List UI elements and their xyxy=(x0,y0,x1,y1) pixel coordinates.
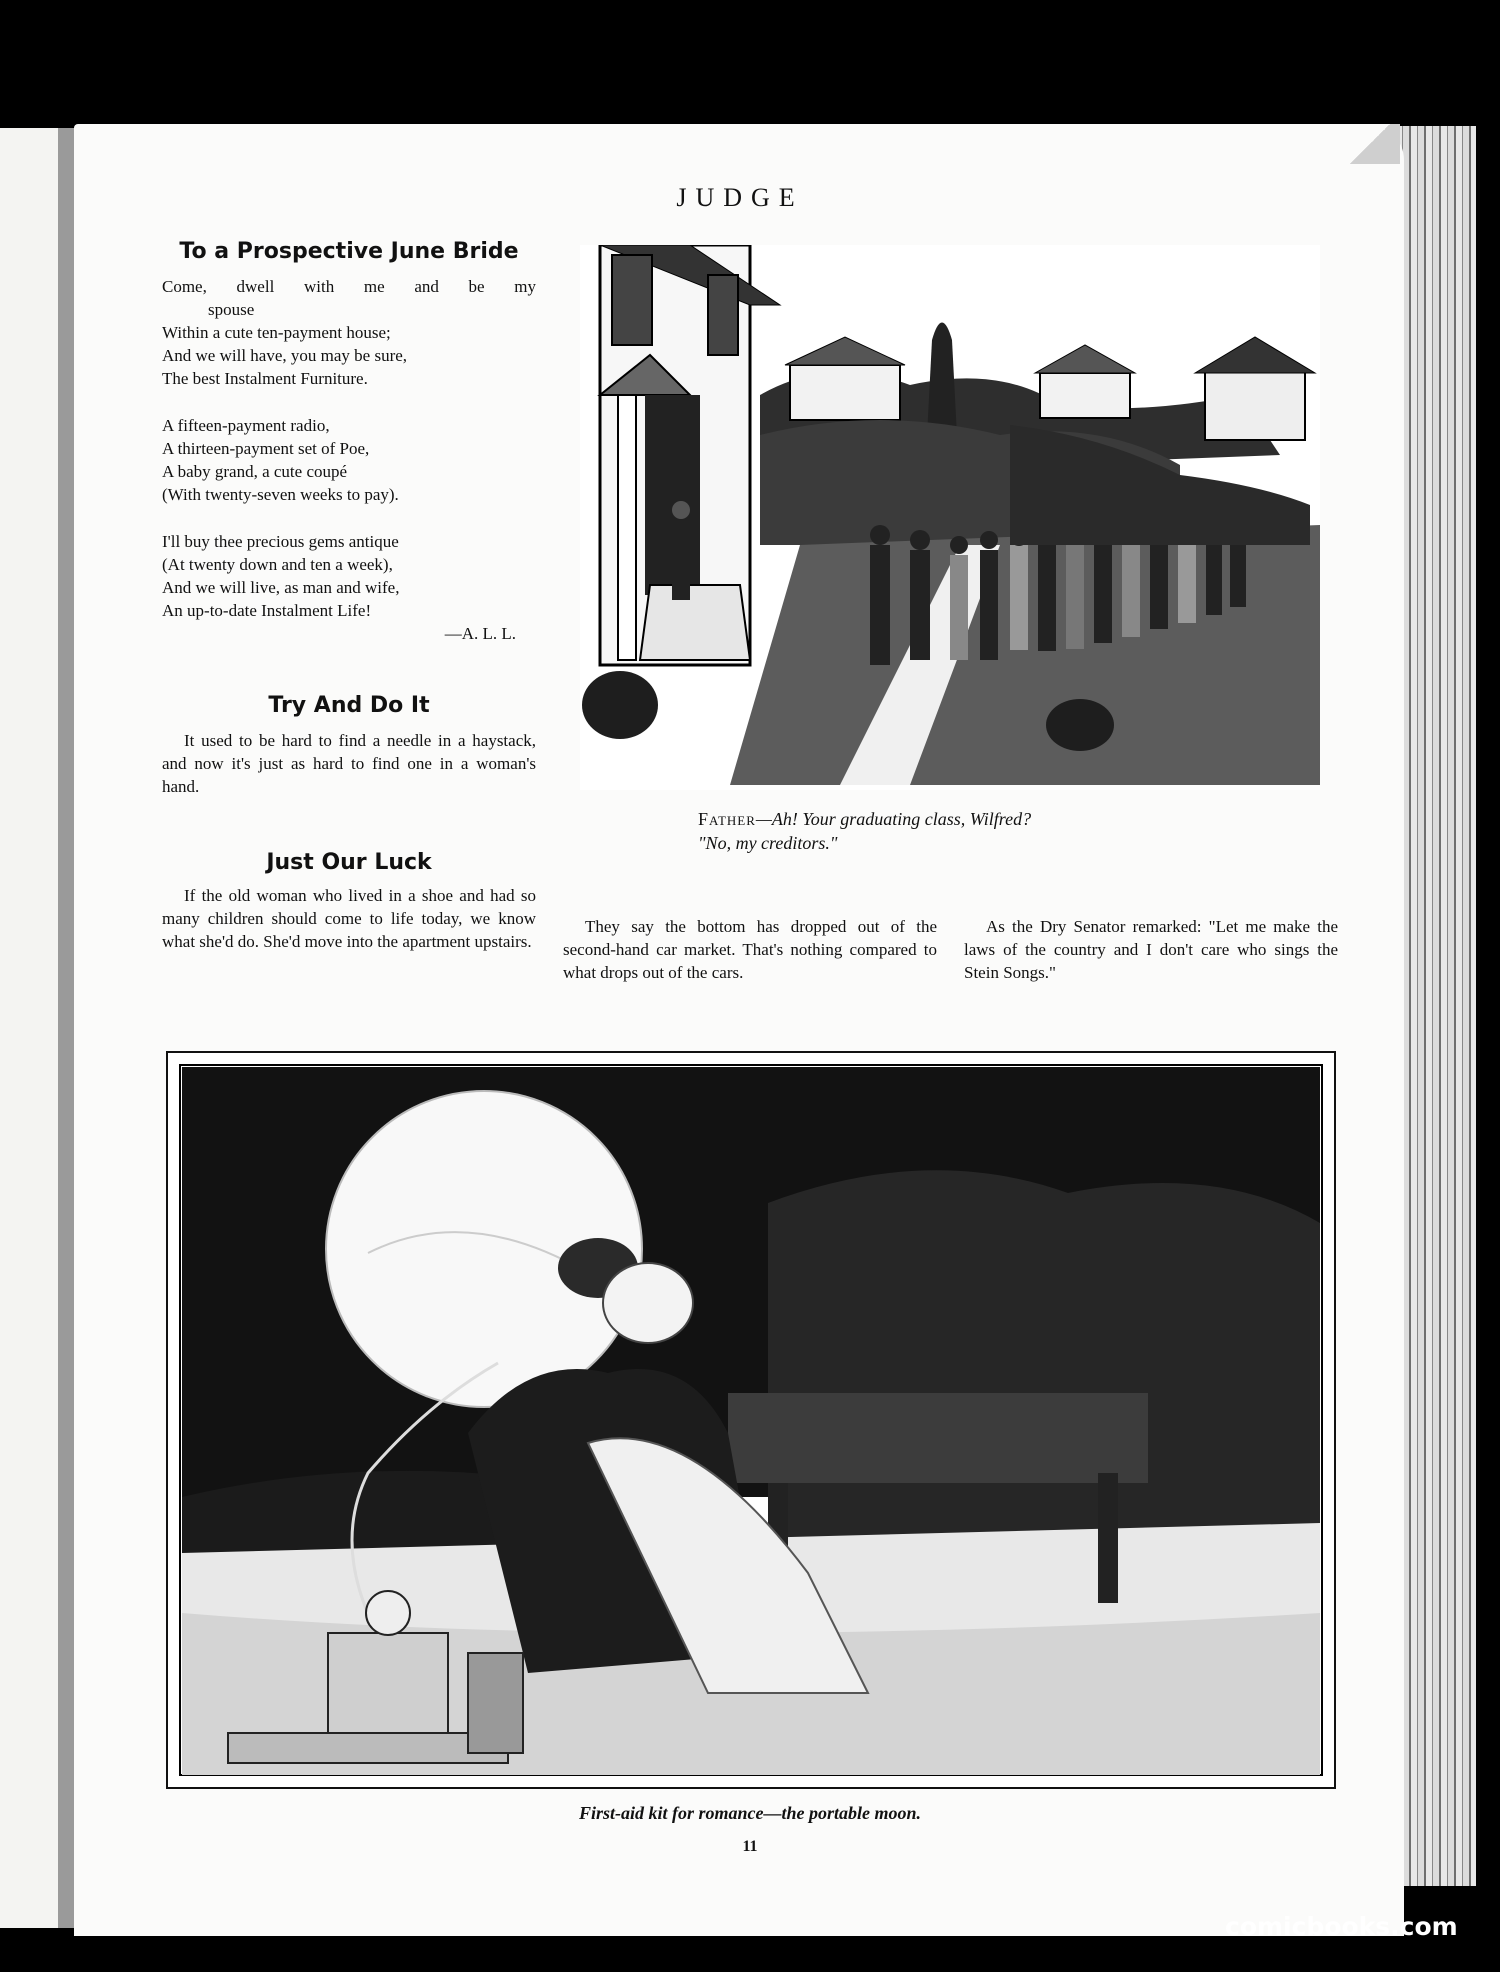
poem-block xyxy=(162,240,536,645)
caption-line-2: "No, my creditors." xyxy=(698,833,838,853)
poem-line: Come, dwell with me and be my xyxy=(162,277,536,296)
poem-line: And we will live, as man and wife, xyxy=(162,578,400,597)
just-our-luck-text: If the old woman who lived in a shoe and had so many children should come to life today, we know what she'd do. She'd move into the apartment upstairs. xyxy=(162,886,536,951)
just-our-luck-block xyxy=(162,851,536,953)
watermark: comicbooks.com xyxy=(1225,1912,1458,1941)
poem-line: The best Instalment Furniture. xyxy=(162,369,368,388)
poem-title: To a Prospective June Bride xyxy=(179,239,519,264)
creditors-cartoon xyxy=(580,245,1320,790)
try-and-do-it-title: Try And Do It xyxy=(268,693,430,718)
poem-line: An up-to-date Instalment Life! xyxy=(162,601,372,620)
creditors-cartoon-caption xyxy=(698,807,1218,855)
poem-stanza-3 xyxy=(162,530,536,622)
poem-line: A fifteen-payment radio, xyxy=(162,416,330,435)
caption-speaker: Father xyxy=(698,809,756,829)
poem-line: A baby grand, a cute coupé xyxy=(162,462,348,481)
poem-line: Within a cute ten-payment house; xyxy=(162,323,391,342)
poem-stanza-1 xyxy=(162,275,536,390)
creditors-cartoon-drawing xyxy=(580,245,1320,790)
dry-senator-text: As the Dry Senator remarked: "Let me make the laws of the country and I don't care who sings the Stein Songs." xyxy=(964,917,1338,982)
poem-line: (At twenty down and ten a week), xyxy=(162,555,393,574)
poem-line: (With twenty-seven weeks to pay). xyxy=(162,485,399,504)
poem-line: I'll buy thee precious gems antique xyxy=(162,532,399,551)
try-and-do-it-text: It used to be hard to find a needle in a haystack, and now it's just as hard to find one in a woman's hand. xyxy=(162,731,536,796)
portable-moon-drawing xyxy=(168,1053,1334,1787)
poem-line: spouse xyxy=(208,300,255,319)
just-our-luck-title: Just Our Luck xyxy=(266,850,432,875)
left-facing-page xyxy=(0,128,66,1928)
page-number: 11 xyxy=(742,1838,758,1855)
car-market-column xyxy=(563,915,937,984)
poem-signature: —A. L. L. xyxy=(444,624,516,643)
car-market-text: They say the bottom has dropped out of the second-hand car market. That's nothing compared to what drops out of the cars. xyxy=(563,917,937,982)
dry-senator-column xyxy=(964,915,1338,984)
masthead: JUDGE xyxy=(676,183,804,212)
poem-line: A thirteen-payment set of Poe, xyxy=(162,439,370,458)
portable-moon-caption: First-aid kit for romance—the portable moon. xyxy=(578,1803,922,1823)
book-gutter xyxy=(58,128,74,1928)
page-corner-fold xyxy=(1340,124,1400,164)
poem-line: And we will have, you may be sure, xyxy=(162,346,408,365)
caption-line-1: —Ah! Your graduating class, Wilfred? xyxy=(755,809,1032,829)
poem-stanza-2 xyxy=(162,414,536,506)
portable-moon-cartoon xyxy=(166,1051,1336,1789)
try-and-do-it-block xyxy=(162,694,536,798)
